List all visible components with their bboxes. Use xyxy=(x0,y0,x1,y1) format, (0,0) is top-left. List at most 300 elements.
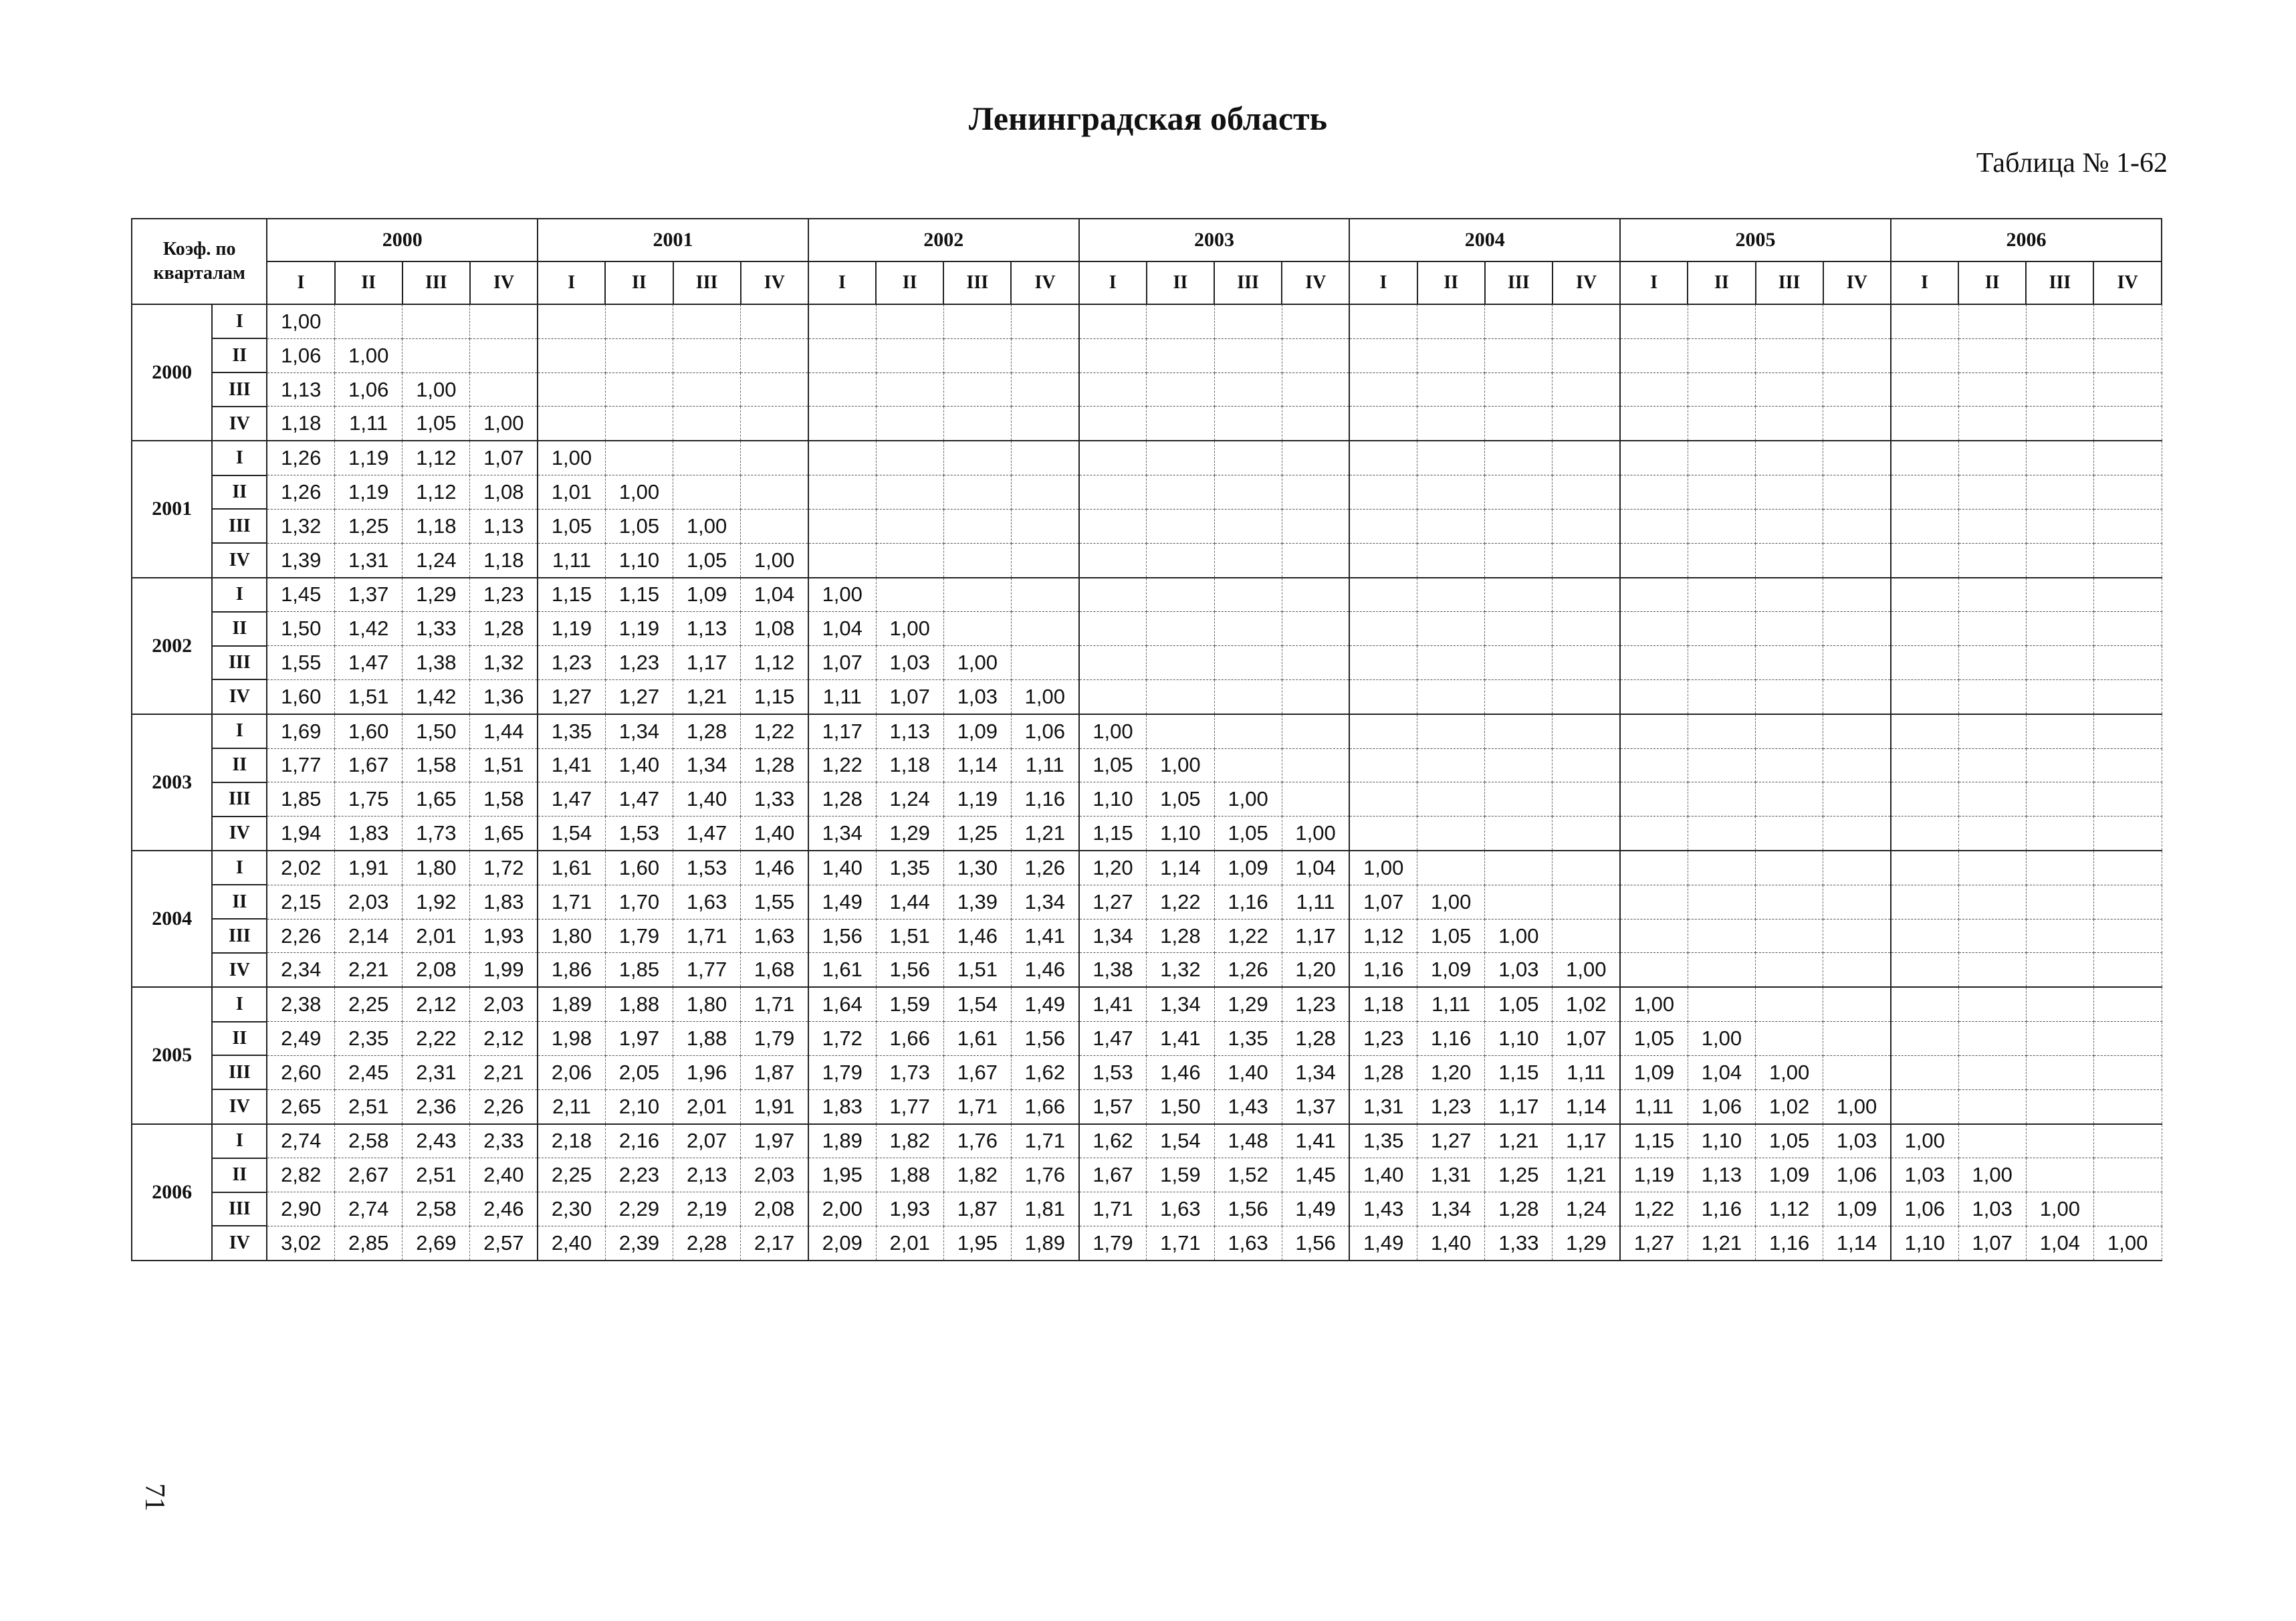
table-cell: 1,00 xyxy=(2026,1192,2093,1226)
table-cell xyxy=(1349,817,1417,851)
table-cell xyxy=(1417,372,1485,407)
row-quarter-label: II xyxy=(212,1158,267,1192)
table-cell: 1,00 xyxy=(1349,851,1417,885)
table-cell xyxy=(876,509,943,543)
table-cell: 1,40 xyxy=(673,782,741,817)
table-cell xyxy=(1417,612,1485,646)
row-quarter-label: III xyxy=(212,782,267,817)
table-cell xyxy=(673,475,741,510)
table-cell: 1,04 xyxy=(2026,1226,2093,1261)
table-cell xyxy=(1891,543,1958,577)
table-cell: 1,04 xyxy=(1282,851,1349,885)
table-cell xyxy=(1688,304,1755,338)
table-cell xyxy=(1147,679,1214,714)
table-cell: 1,07 xyxy=(1958,1226,2026,1261)
table-cell xyxy=(1688,612,1755,646)
table-cell xyxy=(1349,646,1417,680)
table-cell: 1,10 xyxy=(1688,1124,1755,1158)
table-cell xyxy=(1417,441,1485,475)
table-cell: 1,05 xyxy=(1485,987,1553,1021)
table-cell: 1,27 xyxy=(605,679,673,714)
table-cell xyxy=(1688,748,1755,782)
table-cell: 1,60 xyxy=(267,679,334,714)
table-cell xyxy=(1349,441,1417,475)
page-number: 71 xyxy=(139,1483,170,1511)
table-cell xyxy=(943,578,1011,612)
table-cell xyxy=(1823,578,1891,612)
table-cell xyxy=(2093,987,2162,1021)
table-cell xyxy=(538,407,605,441)
table-row xyxy=(132,475,2162,510)
table-cell: 2,40 xyxy=(470,1158,538,1192)
table-cell: 1,88 xyxy=(876,1158,943,1192)
table-cell xyxy=(2093,372,2162,407)
table-cell: 1,12 xyxy=(1756,1192,1823,1226)
column-quarter-2004-III: III xyxy=(1485,261,1553,304)
table-cell xyxy=(1417,748,1485,782)
table-cell xyxy=(1282,543,1349,577)
table-cell xyxy=(2026,1089,2093,1123)
table-cell xyxy=(605,338,673,372)
table-cell: 1,00 xyxy=(1485,919,1553,953)
table-cell xyxy=(876,338,943,372)
table-cell xyxy=(1891,441,1958,475)
column-quarter-2000-I: I xyxy=(267,261,334,304)
table-cell: 1,03 xyxy=(1485,953,1553,987)
table-cell xyxy=(2093,1022,2162,1056)
table-cell: 1,07 xyxy=(1349,885,1417,919)
table-cell: 2,21 xyxy=(470,1055,538,1089)
table-cell xyxy=(808,338,876,372)
table-cell: 1,39 xyxy=(943,885,1011,919)
table-cell xyxy=(1891,817,1958,851)
table-cell: 1,94 xyxy=(267,817,334,851)
table-row xyxy=(132,817,2162,851)
table-cell: 2,30 xyxy=(538,1192,605,1226)
table-cell: 1,56 xyxy=(1011,1022,1078,1056)
table-cell xyxy=(1553,782,1620,817)
table-cell: 1,07 xyxy=(470,441,538,475)
table-cell xyxy=(1079,679,1147,714)
table-cell xyxy=(1688,987,1755,1021)
table-cell: 1,70 xyxy=(605,885,673,919)
table-cell: 1,14 xyxy=(1147,851,1214,885)
table-cell: 1,71 xyxy=(1147,1226,1214,1261)
table-cell: 1,26 xyxy=(267,475,334,510)
table-cell: 2,12 xyxy=(403,987,470,1021)
row-quarter-label: IV xyxy=(212,1089,267,1123)
table-cell: 1,58 xyxy=(470,782,538,817)
table-cell: 1,12 xyxy=(403,441,470,475)
table-cell: 1,32 xyxy=(267,509,334,543)
table-cell xyxy=(605,304,673,338)
table-cell: 1,51 xyxy=(943,953,1011,987)
table-cell xyxy=(1553,714,1620,748)
table-cell: 1,47 xyxy=(605,782,673,817)
table-cell: 1,31 xyxy=(1349,1089,1417,1123)
table-cell: 2,01 xyxy=(876,1226,943,1261)
table-cell: 1,47 xyxy=(335,646,403,680)
table-cell: 2,14 xyxy=(335,919,403,953)
table-cell: 1,56 xyxy=(1282,1226,1349,1261)
table-cell: 1,05 xyxy=(1620,1022,1688,1056)
table-cell: 1,76 xyxy=(943,1124,1011,1158)
table-cell xyxy=(1756,679,1823,714)
column-quarter-2005-III: III xyxy=(1756,261,1823,304)
table-cell xyxy=(1349,304,1417,338)
table-cell: 1,08 xyxy=(741,612,808,646)
table-cell xyxy=(2093,748,2162,782)
table-cell: 2,90 xyxy=(267,1192,334,1226)
table-cell: 1,06 xyxy=(1891,1192,1958,1226)
table-cell xyxy=(1147,543,1214,577)
table-cell: 2,11 xyxy=(538,1089,605,1123)
table-cell: 2,03 xyxy=(741,1158,808,1192)
table-cell xyxy=(1079,304,1147,338)
table-cell xyxy=(1823,679,1891,714)
table-cell xyxy=(1891,987,1958,1021)
table-cell: 2,08 xyxy=(403,953,470,987)
table-cell xyxy=(2093,441,2162,475)
table-cell: 1,05 xyxy=(403,407,470,441)
table-cell: 1,67 xyxy=(1079,1158,1147,1192)
table-cell xyxy=(1891,475,1958,510)
table-cell: 1,00 xyxy=(403,372,470,407)
table-cell xyxy=(2026,407,2093,441)
table-cell: 1,26 xyxy=(267,441,334,475)
table-cell: 1,28 xyxy=(1147,919,1214,953)
table-cell xyxy=(403,304,470,338)
table-cell: 1,73 xyxy=(876,1055,943,1089)
table-cell: 1,51 xyxy=(335,679,403,714)
table-cell: 1,06 xyxy=(1823,1158,1891,1192)
table-cell: 1,59 xyxy=(876,987,943,1021)
table-cell: 1,07 xyxy=(1553,1022,1620,1056)
table-cell: 2,01 xyxy=(673,1089,741,1123)
row-quarter-label: I xyxy=(212,851,267,885)
table-row xyxy=(132,851,2162,885)
table-cell xyxy=(1756,714,1823,748)
table-cell: 1,00 xyxy=(741,543,808,577)
table-cell: 1,44 xyxy=(470,714,538,748)
table-cell: 2,28 xyxy=(673,1226,741,1261)
table-cell xyxy=(1147,407,1214,441)
table-cell xyxy=(2026,714,2093,748)
table-cell xyxy=(2026,817,2093,851)
table-cell: 1,35 xyxy=(1214,1022,1282,1056)
table-cell xyxy=(1011,543,1078,577)
table-cell xyxy=(1485,851,1553,885)
column-quarter-2001-IV: IV xyxy=(741,261,808,304)
table-cell xyxy=(1620,748,1688,782)
table-cell: 1,29 xyxy=(1553,1226,1620,1261)
table-cell: 1,16 xyxy=(1417,1022,1485,1056)
table-cell xyxy=(1214,646,1282,680)
table-cell: 1,47 xyxy=(1079,1022,1147,1056)
table-cell xyxy=(1282,441,1349,475)
table-cell: 2,60 xyxy=(267,1055,334,1089)
table-cell: 1,31 xyxy=(1417,1158,1485,1192)
table-cell: 1,41 xyxy=(1079,987,1147,1021)
table-cell xyxy=(943,612,1011,646)
table-cell xyxy=(2026,919,2093,953)
table-cell: 1,51 xyxy=(876,919,943,953)
table-cell xyxy=(1756,953,1823,987)
table-cell xyxy=(1823,1055,1891,1089)
table-cell xyxy=(1823,817,1891,851)
table-cell: 2,25 xyxy=(335,987,403,1021)
table-cell: 1,11 xyxy=(1553,1055,1620,1089)
column-quarter-2002-II: II xyxy=(876,261,943,304)
table-cell: 1,18 xyxy=(1349,987,1417,1021)
table-cell xyxy=(1620,885,1688,919)
table-cell: 1,11 xyxy=(1417,987,1485,1021)
table-cell: 1,63 xyxy=(673,885,741,919)
table-cell: 2,29 xyxy=(605,1192,673,1226)
table-cell: 1,00 xyxy=(538,441,605,475)
table-cell xyxy=(2026,338,2093,372)
table-cell xyxy=(1688,714,1755,748)
table-cell xyxy=(1756,509,1823,543)
table-cell: 1,39 xyxy=(267,543,334,577)
table-cell: 1,46 xyxy=(1011,953,1078,987)
table-cell: 1,71 xyxy=(1079,1192,1147,1226)
table-cell: 1,13 xyxy=(1688,1158,1755,1192)
table-cell: 2,19 xyxy=(673,1192,741,1226)
table-cell xyxy=(1620,509,1688,543)
table-cell xyxy=(1958,1089,2026,1123)
table-cell: 1,65 xyxy=(403,782,470,817)
table-cell: 1,66 xyxy=(876,1022,943,1056)
table-cell xyxy=(1147,304,1214,338)
table-cell xyxy=(1756,1022,1823,1056)
table-cell: 1,93 xyxy=(876,1192,943,1226)
table-cell: 1,09 xyxy=(1417,953,1485,987)
table-cell: 1,16 xyxy=(1214,885,1282,919)
table-cell xyxy=(876,543,943,577)
table-cell xyxy=(1958,475,2026,510)
table-cell xyxy=(1349,475,1417,510)
table-cell xyxy=(1553,919,1620,953)
table-cell: 1,12 xyxy=(741,646,808,680)
table-cell xyxy=(1756,372,1823,407)
table-cell xyxy=(1958,407,2026,441)
table-row xyxy=(132,1055,2162,1089)
table-cell: 1,00 xyxy=(2093,1226,2162,1261)
table-cell xyxy=(673,441,741,475)
table-cell: 1,28 xyxy=(1485,1192,1553,1226)
table-cell xyxy=(1688,919,1755,953)
table-cell: 1,00 xyxy=(1147,748,1214,782)
table-cell: 1,00 xyxy=(1620,987,1688,1021)
table-cell xyxy=(2093,885,2162,919)
table-cell: 1,60 xyxy=(605,851,673,885)
table-cell xyxy=(1958,612,2026,646)
column-year-2002: 2002 xyxy=(808,219,1079,261)
table-cell xyxy=(1553,441,1620,475)
table-cell: 1,19 xyxy=(538,612,605,646)
table-cell: 2,16 xyxy=(605,1124,673,1158)
table-cell: 1,04 xyxy=(808,612,876,646)
table-cell xyxy=(1891,714,1958,748)
table-cell xyxy=(1823,338,1891,372)
table-cell: 1,02 xyxy=(1756,1089,1823,1123)
table-cell: 1,88 xyxy=(673,1022,741,1056)
table-row xyxy=(132,646,2162,680)
table-cell: 1,11 xyxy=(1011,748,1078,782)
table-cell xyxy=(1756,407,1823,441)
table-cell xyxy=(1688,851,1755,885)
table-cell xyxy=(1553,407,1620,441)
table-cell: 1,03 xyxy=(876,646,943,680)
table-cell: 1,09 xyxy=(1823,1192,1891,1226)
table-cell xyxy=(1756,851,1823,885)
table-cell: 1,18 xyxy=(267,407,334,441)
table-cell: 1,18 xyxy=(470,543,538,577)
row-year-2003: 2003 xyxy=(132,714,212,851)
table-cell: 1,40 xyxy=(1349,1158,1417,1192)
table-cell: 2,25 xyxy=(538,1158,605,1192)
table-cell xyxy=(1214,612,1282,646)
table-cell: 1,21 xyxy=(1485,1124,1553,1158)
table-cell xyxy=(1958,714,2026,748)
table-cell: 1,13 xyxy=(470,509,538,543)
table-cell: 1,20 xyxy=(1282,953,1349,987)
table-cell: 1,16 xyxy=(1011,782,1078,817)
table-cell: 1,28 xyxy=(1349,1055,1417,1089)
table-cell xyxy=(1011,475,1078,510)
table-cell: 2,12 xyxy=(470,1022,538,1056)
column-year-2000: 2000 xyxy=(267,219,538,261)
table-cell xyxy=(1823,885,1891,919)
table-cell: 1,03 xyxy=(1823,1124,1891,1158)
table-cell: 2,69 xyxy=(403,1226,470,1261)
table-cell xyxy=(1891,1055,1958,1089)
table-cell xyxy=(943,338,1011,372)
table-cell: 2,38 xyxy=(267,987,334,1021)
table-row xyxy=(132,1192,2162,1226)
table-cell: 1,05 xyxy=(538,509,605,543)
table-cell xyxy=(2026,1022,2093,1056)
table-cell: 1,56 xyxy=(1214,1192,1282,1226)
table-cell: 1,00 xyxy=(267,304,334,338)
table-cell xyxy=(1620,441,1688,475)
table-cell: 1,34 xyxy=(1079,919,1147,953)
table-cell: 1,64 xyxy=(808,987,876,1021)
table-cell xyxy=(1823,714,1891,748)
table-cell xyxy=(1958,578,2026,612)
table-cell xyxy=(1417,509,1485,543)
table-cell xyxy=(1756,338,1823,372)
column-quarter-2006-III: III xyxy=(2026,261,2093,304)
table-cell xyxy=(876,407,943,441)
row-quarter-label: II xyxy=(212,338,267,372)
table-cell xyxy=(1282,509,1349,543)
table-cell: 2,07 xyxy=(673,1124,741,1158)
table-cell xyxy=(1891,372,1958,407)
table-cell: 1,68 xyxy=(741,953,808,987)
table-cell xyxy=(1349,372,1417,407)
table-cell: 1,23 xyxy=(1349,1022,1417,1056)
table-cell: 1,75 xyxy=(335,782,403,817)
table-row xyxy=(132,304,2162,338)
table-cell: 1,82 xyxy=(876,1124,943,1158)
table-cell xyxy=(1756,919,1823,953)
column-year-2004: 2004 xyxy=(1349,219,1620,261)
table-cell: 2,33 xyxy=(470,1124,538,1158)
table-cell: 1,13 xyxy=(673,612,741,646)
row-year-2004: 2004 xyxy=(132,851,212,987)
table-row xyxy=(132,509,2162,543)
table-cell xyxy=(673,304,741,338)
table-cell: 1,97 xyxy=(741,1124,808,1158)
table-cell xyxy=(876,475,943,510)
table-cell: 1,26 xyxy=(1011,851,1078,885)
table-cell: 1,03 xyxy=(1958,1192,2026,1226)
table-cell: 1,28 xyxy=(741,748,808,782)
table-cell: 1,77 xyxy=(267,748,334,782)
table-cell: 1,85 xyxy=(267,782,334,817)
table-cell xyxy=(2093,304,2162,338)
table-cell: 1,27 xyxy=(538,679,605,714)
table-cell: 1,15 xyxy=(1620,1124,1688,1158)
table-cell: 1,59 xyxy=(1147,1158,1214,1192)
table-cell xyxy=(1485,475,1553,510)
table-cell: 2,23 xyxy=(605,1158,673,1192)
table-cell: 1,46 xyxy=(1147,1055,1214,1089)
table-cell: 1,36 xyxy=(470,679,538,714)
table-cell xyxy=(2026,646,2093,680)
table-cell xyxy=(1214,748,1282,782)
column-quarter-2002-I: I xyxy=(808,261,876,304)
table-cell xyxy=(1214,441,1282,475)
table-cell: 1,16 xyxy=(1349,953,1417,987)
table-cell: 1,14 xyxy=(1553,1089,1620,1123)
table-cell xyxy=(1147,509,1214,543)
table-cell xyxy=(943,475,1011,510)
table-cell xyxy=(673,407,741,441)
table-cell xyxy=(1282,612,1349,646)
table-row xyxy=(132,1158,2162,1192)
table-cell xyxy=(1823,987,1891,1021)
table-cell xyxy=(1485,817,1553,851)
table-cell: 2,67 xyxy=(335,1158,403,1192)
table-cell xyxy=(1349,612,1417,646)
table-cell xyxy=(1620,475,1688,510)
table-cell xyxy=(1553,851,1620,885)
table-cell: 2,51 xyxy=(403,1158,470,1192)
table-cell xyxy=(1417,338,1485,372)
table-cell: 1,23 xyxy=(1282,987,1349,1021)
table-cell xyxy=(1485,543,1553,577)
table-row xyxy=(132,441,2162,475)
table-cell xyxy=(1620,714,1688,748)
table-cell xyxy=(1147,372,1214,407)
table-cell xyxy=(1214,543,1282,577)
table-cell xyxy=(538,338,605,372)
column-quarter-2000-III: III xyxy=(403,261,470,304)
table-cell: 1,14 xyxy=(943,748,1011,782)
table-cell xyxy=(1823,612,1891,646)
page-title: Ленинградская область xyxy=(968,100,1328,137)
table-cell: 1,53 xyxy=(605,817,673,851)
table-cell: 1,20 xyxy=(1079,851,1147,885)
table-cell: 1,21 xyxy=(1688,1226,1755,1261)
table-cell: 1,05 xyxy=(1756,1124,1823,1158)
table-cell: 1,28 xyxy=(673,714,741,748)
table-cell: 1,63 xyxy=(741,919,808,953)
table-cell: 1,02 xyxy=(1553,987,1620,1021)
